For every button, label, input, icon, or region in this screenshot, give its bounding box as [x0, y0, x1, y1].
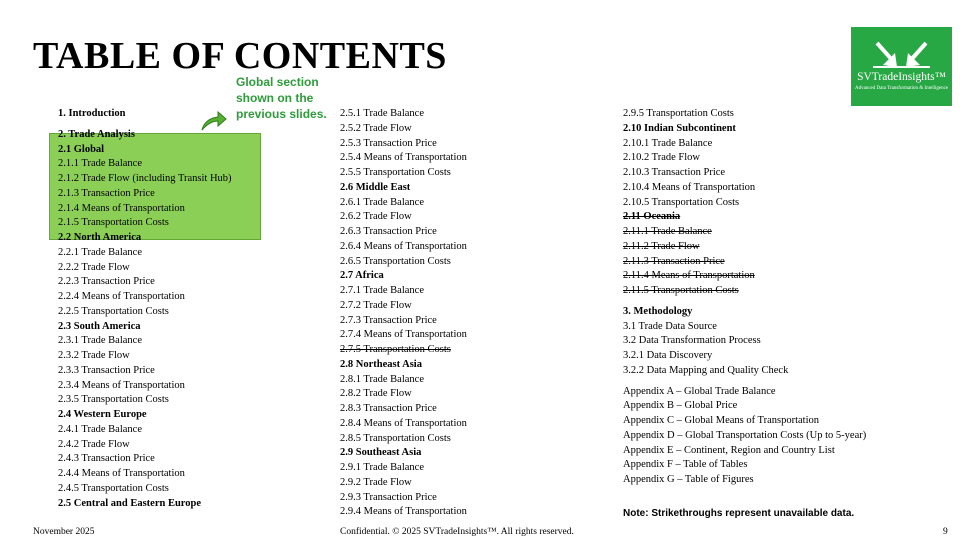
toc-entry[interactable]: 3. Methodology	[623, 305, 693, 317]
toc-column-3	[623, 107, 866, 488]
toc-entry[interactable]: 3.1 Trade Data Source	[623, 320, 717, 332]
toc-entry[interactable]: 2.11.4 Means of Transportation	[623, 270, 755, 282]
toc-entry[interactable]: 2.10.3 Transaction Price	[623, 167, 726, 178]
toc-entry[interactable]: 2.2.4 Means of Transportation	[58, 291, 185, 302]
toc-entry[interactable]: 2.4.5 Transportation Costs	[58, 482, 169, 494]
footer-date: November 2025	[33, 527, 95, 537]
toc-entry[interactable]: 1. Introduction	[58, 108, 126, 119]
arrows-logo-icon	[873, 39, 930, 69]
toc-entry[interactable]: 2.4.1 Trade Balance	[58, 423, 142, 435]
toc-entry[interactable]: 2.8 Northeast Asia	[340, 358, 422, 370]
toc-entry[interactable]: 2.5.4 Means of Transportation	[340, 152, 467, 164]
page-title: TABLE OF CONTENTS	[33, 35, 447, 77]
toc-entry[interactable]: 2.6.4 Means of Transportation	[340, 240, 467, 252]
toc-entry[interactable]: 3.2.1 Data Discovery	[623, 350, 713, 361]
toc-entry[interactable]: 2.11 Oceania	[623, 211, 681, 223]
toc-entry[interactable]: 2.4.3 Transaction Price	[58, 453, 155, 465]
toc-entry[interactable]: 2.3.5 Transportation Costs	[58, 394, 169, 406]
toc-entry[interactable]: Appendix B – Global Price	[623, 400, 738, 412]
toc-column-1	[58, 107, 232, 511]
toc-entry[interactable]: 2.1.5 Transportation Costs	[58, 217, 169, 229]
toc-entry[interactable]: 2.5 Central and Eastern Europe	[58, 497, 202, 509]
toc-entry[interactable]: 2.9.3 Transaction Price	[340, 491, 437, 503]
toc-entry[interactable]: 2.2 North America	[58, 232, 142, 243]
toc-entry[interactable]: 2.7.5 Transportation Costs	[340, 344, 451, 355]
toc-entry[interactable]: 2.7.1 Trade Balance	[340, 285, 424, 296]
toc-entry[interactable]: 2.5.5 Transportation Costs	[340, 167, 451, 178]
callout-text: Global section shown on the previous slides.	[236, 75, 327, 121]
toc-entry[interactable]: 2.10.2 Trade Flow	[623, 152, 701, 164]
toc-entry[interactable]: 2.3.2 Trade Flow	[58, 350, 130, 361]
toc-entry[interactable]: 3.2.2 Data Mapping and Quality Check	[623, 364, 789, 376]
toc-entry[interactable]: 2.3.4 Means of Transportation	[58, 379, 185, 391]
toc-entry[interactable]: 2.9.5 Transportation Costs	[623, 108, 734, 119]
toc-entry[interactable]: 2.7.2 Trade Flow	[340, 299, 412, 311]
toc-entry[interactable]: Appendix C – Global Means of Transportation	[623, 415, 819, 426]
toc-entry[interactable]: 2.8.2 Trade Flow	[340, 388, 412, 400]
toc-entry[interactable]: 2.11.3 Transaction Price	[623, 255, 725, 267]
toc-entry[interactable]: 2.11.2 Trade Flow	[623, 240, 700, 252]
toc-entry[interactable]: 2.4.4 Means of Transportation	[58, 468, 185, 479]
toc-entry[interactable]: 2.9 Southeast Asia	[340, 447, 422, 459]
toc-entry[interactable]: 2.8.5 Transportation Costs	[340, 432, 451, 444]
logo-tagline: Advanced Data Transformation & Intelligence	[854, 86, 949, 91]
toc-entry[interactable]: 2.8.1 Trade Balance	[340, 373, 424, 385]
toc-entry[interactable]: 2.2.5 Transportation Costs	[58, 305, 169, 317]
company-logo	[851, 27, 952, 106]
toc-entry[interactable]: 2.9.4 Means of Transportation	[340, 506, 467, 518]
toc-entry[interactable]: 2.1.3 Transaction Price	[58, 187, 155, 199]
toc-entry[interactable]: 2.1 Global	[58, 143, 105, 155]
toc-entry[interactable]: 2.7.3 Transaction Price	[340, 314, 437, 326]
toc-entry[interactable]: 2.7 Africa	[340, 270, 384, 282]
toc-entry[interactable]: 2.9.1 Trade Balance	[340, 462, 424, 473]
toc-entry[interactable]: 2.9.2 Trade Flow	[340, 476, 412, 488]
toc-entry[interactable]: 2.2.2 Trade Flow	[58, 261, 130, 273]
toc-entry[interactable]: 2.2.3 Transaction Price	[58, 276, 155, 288]
toc-entry[interactable]: Appendix D – Global Transportation Costs (Up to 5-year)	[623, 429, 867, 441]
toc-entry[interactable]: 2.11.1 Trade Balance	[623, 226, 712, 237]
toc-entry[interactable]: Appendix E – Continent, Region and Country List	[623, 444, 835, 456]
toc-entry[interactable]: 2.10 Indian Subcontinent	[623, 122, 736, 134]
toc-entry[interactable]: 2.6.3 Transaction Price	[340, 226, 437, 237]
footer-confidential: Confidential. © 2025 SVTradeInsights™. All rights reserved.	[340, 527, 574, 537]
toc-entry[interactable]: 2.1.4 Means of Transportation	[58, 202, 185, 214]
toc-entry[interactable]: 2.11.5 Transportation Costs	[623, 285, 739, 296]
toc-entry[interactable]: 2.1.1 Trade Balance	[58, 158, 142, 170]
toc-entry[interactable]: 2.2.1 Trade Balance	[58, 246, 142, 258]
toc-entry[interactable]: 2.3.3 Transaction Price	[58, 364, 155, 376]
toc-entry[interactable]: 2.4.2 Trade Flow	[58, 438, 130, 450]
toc-entry[interactable]: Appendix A – Global Trade Balance	[623, 385, 776, 397]
toc-entry[interactable]: 2.10.4 Means of Transportation	[623, 181, 756, 193]
logo-name: SVTradeInsights™	[857, 71, 946, 83]
toc-entry[interactable]: 2.6.5 Transportation Costs	[340, 255, 451, 267]
toc-entry[interactable]: 2.5.2 Trade Flow	[340, 122, 412, 134]
toc-entry[interactable]: 2.10.1 Trade Balance	[623, 137, 713, 149]
toc-entry[interactable]: 2.3 South America	[58, 320, 141, 332]
toc-entry[interactable]: 3.2 Data Transformation Process	[623, 335, 761, 347]
toc-column-2	[340, 107, 467, 520]
toc-entry[interactable]: 2.1.2 Trade Flow (including Transit Hub)	[58, 173, 232, 184]
toc-entry[interactable]: 2.8.3 Transaction Price	[340, 403, 437, 414]
toc-entry[interactable]: Appendix F – Table of Tables	[623, 459, 748, 471]
toc-entry[interactable]: 2.4 Western Europe	[58, 409, 147, 420]
toc-entry[interactable]: 2.5.3 Transaction Price	[340, 137, 437, 149]
toc-entry[interactable]: 2.7.4 Means of Transportation	[340, 329, 467, 341]
toc-entry[interactable]: 2. Trade Analysis	[58, 128, 135, 140]
toc-entry[interactable]: Appendix G – Table of Figures	[623, 474, 754, 485]
page-number: 9	[943, 527, 948, 537]
toc-entry[interactable]: 2.8.4 Means of Transportation	[340, 417, 467, 429]
toc-entry[interactable]: 2.3.1 Trade Balance	[58, 335, 142, 347]
toc-entry[interactable]: 2.5.1 Trade Balance	[340, 108, 424, 119]
toc-entry[interactable]: 2.6 Middle East	[340, 181, 411, 193]
toc-entry[interactable]: 2.6.1 Trade Balance	[340, 196, 424, 208]
toc-entry[interactable]: 2.10.5 Transportation Costs	[623, 196, 740, 208]
strikethrough-note: Note: Strikethroughs represent unavailable data.	[623, 508, 855, 519]
toc-entry[interactable]: 2.6.2 Trade Flow	[340, 211, 412, 223]
